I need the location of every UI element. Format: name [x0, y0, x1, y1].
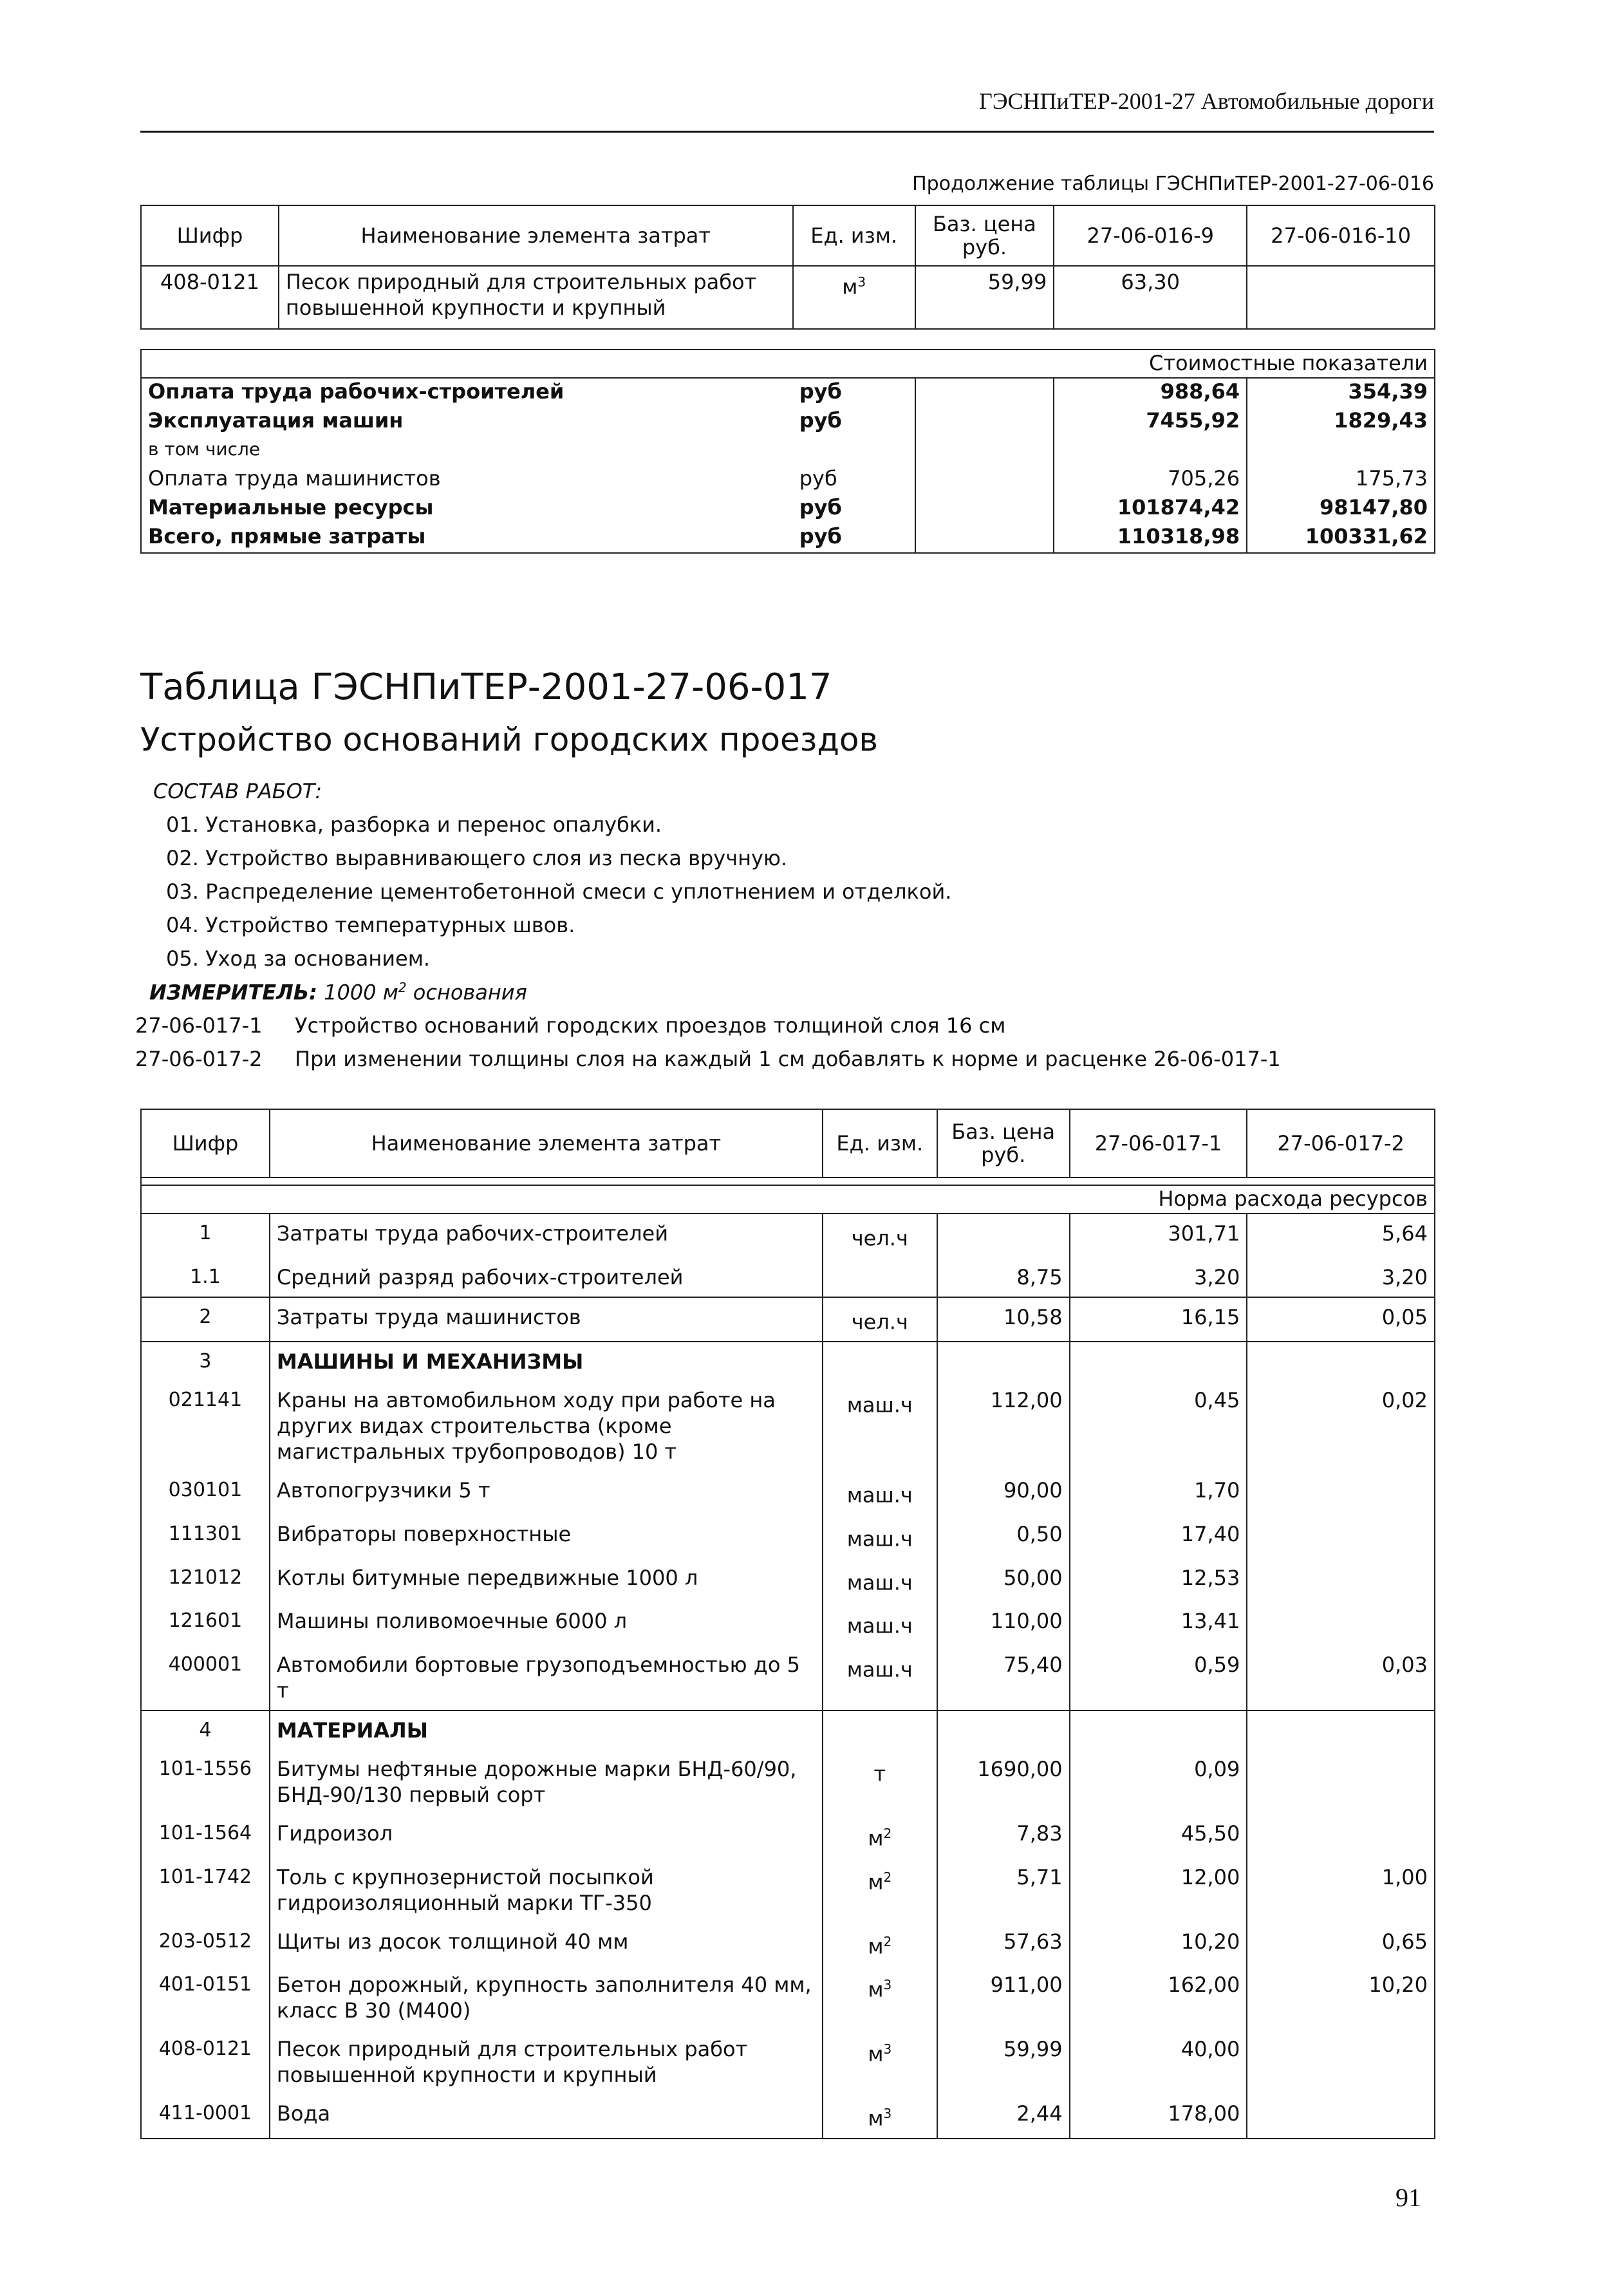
value-cell: [1247, 1710, 1435, 1750]
unit-cell: $м^3$: [823, 2030, 937, 2094]
price-cell: 59,99: [937, 2030, 1070, 2094]
name-cell: Средний разряд рабочих-строителей: [270, 1258, 823, 1297]
unit-cell: [823, 1258, 937, 1297]
code-cell: 101-1742: [141, 1858, 270, 1922]
cost-row: [141, 378, 1435, 408]
unit-cell: руб: [793, 523, 915, 553]
code-cell: 203-0512: [141, 1922, 270, 1966]
name-cell: Автомобили бортовые грузоподъемностью до 5 т: [270, 1645, 823, 1710]
name-cell: Гидроизол: [270, 1814, 823, 1858]
name-cell: Машины поливомоечные 6000 л: [270, 1602, 823, 1645]
unit-cell: чел.ч: [823, 1297, 937, 1342]
value-cell: 63,30: [1054, 266, 1247, 329]
value-cell: 5,64: [1247, 1213, 1435, 1258]
price-cell: [937, 1342, 1070, 1381]
table-row: [141, 1342, 1435, 1381]
code-cell: 101-1564: [141, 1814, 270, 1858]
name-cell: Затраты труда машинистов: [270, 1297, 823, 1342]
price-cell: 59,99: [915, 266, 1054, 329]
value-cell: [1247, 1814, 1435, 1858]
value-cell: 45,50: [1070, 1814, 1247, 1858]
code-cell: 030101: [141, 1471, 270, 1515]
code-cell: 408-0121: [141, 266, 279, 329]
measure-value: 1000 м: [324, 980, 398, 1005]
unit-cell: [823, 1710, 937, 1750]
header-cell: Наименование элемента затрат: [270, 1109, 823, 1177]
code-cell: 2: [141, 1297, 270, 1342]
variant-text: При изменении толщины слоя на каждый 1 см добавлять к норме и расценке 26-06-017-1: [295, 1047, 1281, 1071]
name-cell: Толь с крупнозернистой посыпкой гидроизоляционный марки ТГ-350: [270, 1858, 823, 1922]
value-cell: 0,45: [1070, 1381, 1247, 1471]
header-cell: Ед. изм.: [823, 1109, 937, 1177]
unit-cell: [793, 436, 915, 465]
table-row: [141, 1559, 1435, 1602]
resource-table-017: [140, 1109, 1435, 2139]
value-cell: 98147,80: [1247, 494, 1435, 523]
unit-cell: маш.ч: [823, 1471, 937, 1515]
header-cell: Наименование элемента затрат: [279, 205, 793, 266]
unit-cell: т: [823, 1750, 937, 1814]
code-cell: 408-0121: [141, 2030, 270, 2094]
measure-label: ИЗМЕРИТЕЛЬ:: [149, 980, 317, 1005]
name-cell: Эксплуатация машин: [141, 408, 793, 436]
name-cell: Автопогрузчики 5 т: [270, 1471, 823, 1515]
value-cell: 0,59: [1070, 1645, 1247, 1710]
code-cell: 3: [141, 1342, 270, 1381]
spacer-row: [141, 329, 1435, 350]
header-cell: 27-06-016-10: [1247, 205, 1435, 266]
value-cell: [1054, 436, 1247, 465]
name-cell: МАШИНЫ И МЕХАНИЗМЫ: [270, 1342, 823, 1381]
name-cell: Краны на автомобильном ходу при работе на других видах строительства (кроме магистральных трубопроводов) 10 т: [270, 1381, 823, 1471]
value-cell: 0,65: [1247, 1922, 1435, 1966]
price-cell: 8,75: [937, 1258, 1070, 1297]
code-cell: 4: [141, 1710, 270, 1750]
code-cell: 1: [141, 1213, 270, 1258]
value-cell: 354,39: [1247, 378, 1435, 408]
work-item: 03. Распределение цементобетонной смеси с уплотнением и отделкой.: [166, 879, 952, 904]
price-cell: [915, 378, 1054, 408]
name-cell: Вода: [270, 2094, 823, 2139]
table-row: [141, 1750, 1435, 1814]
name-cell: Затраты труда рабочих-строителей: [270, 1213, 823, 1258]
table-title: Таблица ГЭСНПиТЕР-2001-27-06-017: [140, 666, 832, 708]
code-cell: 121601: [141, 1602, 270, 1645]
price-cell: 5,71: [937, 1858, 1070, 1922]
price-cell: [915, 465, 1054, 494]
table-row: [141, 1213, 1435, 1258]
cost-row: [141, 408, 1435, 436]
value-cell: 110318,98: [1054, 523, 1247, 553]
header-cell: 27-06-017-1: [1070, 1109, 1247, 1177]
table-row: [141, 1858, 1435, 1922]
unit-cell: $м^3$: [823, 2094, 937, 2139]
value-cell: 17,40: [1070, 1515, 1247, 1559]
unit-cell: маш.ч: [823, 1602, 937, 1645]
value-cell: [1070, 1710, 1247, 1750]
unit-cell: руб: [793, 378, 915, 408]
unit-cell: $м^2$: [823, 1858, 937, 1922]
code-cell: 101-1556: [141, 1750, 270, 1814]
unit-cell: чел.ч: [823, 1213, 937, 1258]
table-row: [141, 2030, 1435, 2094]
price-cell: 1690,00: [937, 1750, 1070, 1814]
code-cell: 111301: [141, 1515, 270, 1559]
value-cell: [1247, 1515, 1435, 1559]
table-row: [141, 1297, 1435, 1342]
price-cell: 90,00: [937, 1471, 1070, 1515]
table-row: [141, 2094, 1435, 2139]
table-row: [141, 1471, 1435, 1515]
unit-cell: руб: [793, 465, 915, 494]
value-cell: [1247, 2030, 1435, 2094]
header-rule: [140, 131, 1434, 133]
table-subtitle: Устройство оснований городских проездов: [140, 721, 878, 758]
header-cell: Баз. цена руб.: [915, 205, 1054, 266]
price-cell: [915, 436, 1054, 465]
price-cell: 0,50: [937, 1515, 1070, 1559]
cost-row: [141, 494, 1435, 523]
price-cell: 10,58: [937, 1297, 1070, 1342]
name-cell: МАТЕРИАЛЫ: [270, 1710, 823, 1750]
cost-table-016: [140, 205, 1435, 554]
value-cell: 100331,62: [1247, 523, 1435, 553]
table-row: [141, 1645, 1435, 1710]
name-cell: Оплата труда рабочих-строителей: [141, 378, 793, 408]
price-cell: [915, 408, 1054, 436]
value-cell: 10,20: [1247, 1965, 1435, 2030]
works-label: СОСТАВ РАБОТ:: [153, 779, 322, 803]
measure-tail: основания: [413, 980, 527, 1005]
value-cell: 7455,92: [1054, 408, 1247, 436]
value-cell: [1247, 1559, 1435, 1602]
value-cell: 0,09: [1070, 1750, 1247, 1814]
value-cell: 175,73: [1247, 465, 1435, 494]
code-cell: 021141: [141, 1381, 270, 1471]
name-cell: Вибраторы поверхностные: [270, 1515, 823, 1559]
value-cell: [1247, 1750, 1435, 1814]
value-cell: 10,20: [1070, 1922, 1247, 1966]
variant-text: Устройство оснований городских проездов толщиной слоя 16 см: [295, 1013, 1006, 1038]
section-row: [141, 1185, 1435, 1213]
name-cell: Песок природный для строительных работ повышенной крупности и крупный: [270, 2030, 823, 2094]
code-cell: 121012: [141, 1559, 270, 1602]
name-cell: Материальные ресурсы: [141, 494, 793, 523]
unit-cell: маш.ч: [823, 1645, 937, 1710]
table-row: [141, 1258, 1435, 1297]
price-cell: 7,83: [937, 1814, 1070, 1858]
value-cell: [1070, 1342, 1247, 1381]
page-number: 91: [1395, 2183, 1421, 2212]
table-header-row: [141, 205, 1435, 266]
cost-row: [141, 523, 1435, 553]
section-label: Норма расхода ресурсов: [141, 1185, 1435, 1213]
value-cell: 705,26: [1054, 465, 1247, 494]
code-cell: 400001: [141, 1645, 270, 1710]
value-cell: 3,20: [1247, 1258, 1435, 1297]
work-item: 01. Установка, разборка и перенос опалубки.: [166, 812, 662, 837]
name-cell: Котлы битумные передвижные 1000 л: [270, 1559, 823, 1602]
unit-cell: $м^2$: [823, 1922, 937, 1966]
table-row: [141, 1965, 1435, 2030]
price-cell: [937, 1710, 1070, 1750]
value-cell: 3,20: [1070, 1258, 1247, 1297]
value-cell: 101874,42: [1054, 494, 1247, 523]
header-cell: Шифр: [141, 205, 279, 266]
running-header: ГЭСНПиТЕР-2001-27 Автомобильные дороги: [978, 88, 1434, 114]
variant-code: 27-06-017-1: [135, 1013, 263, 1038]
value-cell: 12,00: [1070, 1858, 1247, 1922]
cost-row: [141, 436, 1435, 465]
work-item: 05. Уход за основанием.: [166, 946, 431, 971]
measure-line: ИЗМЕРИТЕЛЬ: 1000 $м^2$ основания: [149, 980, 527, 1005]
table-row: [141, 1814, 1435, 1858]
value-cell: 988,64: [1054, 378, 1247, 408]
value-cell: 301,71: [1070, 1213, 1247, 1258]
value-cell: 1,70: [1070, 1471, 1247, 1515]
price-cell: [937, 1213, 1070, 1258]
work-item: 02. Устройство выравнивающего слоя из песка вручную.: [166, 846, 788, 870]
header-cell: Шифр: [141, 1109, 270, 1177]
cost-row: [141, 465, 1435, 494]
table-row: [141, 266, 1435, 329]
table-row: [141, 1602, 1435, 1645]
spacer-row: [141, 1177, 1435, 1185]
table-row: [141, 1515, 1435, 1559]
header-cell: 27-06-017-2: [1247, 1109, 1435, 1177]
value-cell: 178,00: [1070, 2094, 1247, 2139]
value-cell: 13,41: [1070, 1602, 1247, 1645]
work-item: 04. Устройство температурных швов.: [166, 913, 575, 937]
unit-cell: руб: [793, 408, 915, 436]
table-header-row: [141, 1109, 1435, 1177]
unit-cell: маш.ч: [823, 1381, 937, 1471]
value-cell: 40,00: [1070, 2030, 1247, 2094]
value-cell: 0,05: [1247, 1297, 1435, 1342]
unit-cell: руб: [793, 494, 915, 523]
price-cell: 57,63: [937, 1922, 1070, 1966]
value-cell: [1247, 266, 1435, 329]
unit-cell: $м^3$: [823, 1965, 937, 2030]
value-cell: [1247, 1342, 1435, 1381]
name-cell: Оплата труда машинистов: [141, 465, 793, 494]
table-continuation-note: Продолжение таблицы ГЭСНПиТЕР-2001-27-06-016: [912, 173, 1434, 195]
table-row: [141, 1710, 1435, 1750]
table-row: [141, 1922, 1435, 1966]
unit-cell: маш.ч: [823, 1559, 937, 1602]
value-cell: [1247, 1602, 1435, 1645]
code-cell: 401-0151: [141, 1965, 270, 2030]
value-cell: 0,03: [1247, 1645, 1435, 1710]
price-cell: 911,00: [937, 1965, 1070, 2030]
unit-cell: [823, 1342, 937, 1381]
header-cell: Ед. изм.: [793, 205, 915, 266]
name-cell: Щиты из досок толщиной 40 мм: [270, 1922, 823, 1966]
value-cell: 12,53: [1070, 1559, 1247, 1602]
section-row: [141, 350, 1435, 378]
name-cell: в том числе: [141, 436, 793, 465]
value-cell: 162,00: [1070, 1965, 1247, 2030]
value-cell: 1,00: [1247, 1858, 1435, 1922]
table-row: [141, 1381, 1435, 1471]
name-cell: Песок природный для строительных работ повышенной крупности и крупный: [279, 266, 793, 329]
name-cell: Всего, прямые затраты: [141, 523, 793, 553]
code-cell: 411-0001: [141, 2094, 270, 2139]
price-cell: [915, 494, 1054, 523]
unit-cell: $м^2$: [823, 1814, 937, 1858]
price-cell: [915, 523, 1054, 553]
name-cell: Бетон дорожный, крупность заполнителя 40 мм, класс В 30 (М400): [270, 1965, 823, 2030]
price-cell: 75,40: [937, 1645, 1070, 1710]
variant-code: 27-06-017-2: [135, 1047, 263, 1071]
price-cell: 110,00: [937, 1602, 1070, 1645]
header-cell: 27-06-016-9: [1054, 205, 1247, 266]
name-cell: Битумы нефтяные дорожные марки БНД-60/90, БНД-90/130 первый сорт: [270, 1750, 823, 1814]
value-cell: [1247, 2094, 1435, 2139]
code-cell: 1.1: [141, 1258, 270, 1297]
unit-cell: $м^3$: [793, 266, 915, 329]
value-cell: [1247, 1471, 1435, 1515]
price-cell: 50,00: [937, 1559, 1070, 1602]
price-cell: 112,00: [937, 1381, 1070, 1471]
value-cell: [1247, 436, 1435, 465]
header-cell: Баз. цена руб.: [937, 1109, 1070, 1177]
value-cell: 0,02: [1247, 1381, 1435, 1471]
value-cell: 16,15: [1070, 1297, 1247, 1342]
section-label: Стоимостные показатели: [141, 350, 1435, 378]
value-cell: 1829,43: [1247, 408, 1435, 436]
price-cell: 2,44: [937, 2094, 1070, 2139]
unit-cell: маш.ч: [823, 1515, 937, 1559]
